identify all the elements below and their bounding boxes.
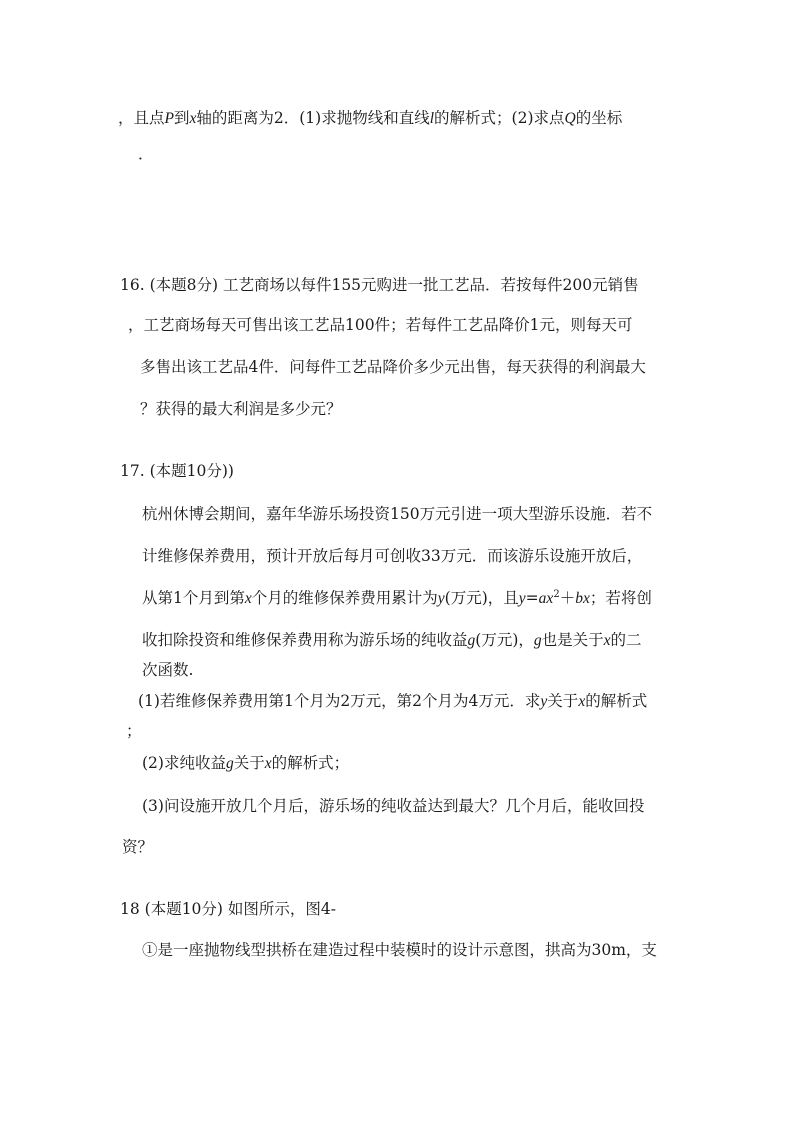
text: 个月的维修保养费用累计为 [251, 589, 438, 607]
var-x: x [244, 590, 252, 607]
q17-sub-1 [138, 690, 647, 713]
text: 的解析式； [271, 754, 350, 772]
text: 的二 [610, 631, 642, 649]
var-x: x [189, 110, 197, 127]
var-y: y [437, 590, 445, 607]
var-x: x [603, 632, 611, 649]
q16-line-2: ，工艺商场每天可售出该工艺品100件；若每件工艺品降价1元，则每天可 [128, 316, 633, 334]
text: 到 [173, 109, 190, 127]
q17-sub-3: (3)问设施开放几个月后，游乐场的纯收益达到最大？几个月后，能收回投 [142, 797, 645, 815]
formula-ax: ax [538, 590, 554, 607]
formula-bx: bx [575, 590, 590, 607]
q16-line-4: ？获得的最大利润是多少元？ [140, 400, 342, 418]
var-l: l [429, 110, 435, 127]
q17-sub-3-cont: 资？ [122, 838, 154, 856]
text: 的坐标 [575, 109, 623, 127]
var-Q: Q [564, 110, 576, 127]
q18-line-1: ①是一座抛物线型拱桥在建造过程中装模时的设计示意图，拱高为30m，支 [142, 941, 657, 959]
formula-plus: ＋ [559, 589, 576, 607]
q17-para-line-2: 计维修保养费用，预计开放后每月可创收33万元．而该游乐设施开放后， [142, 547, 643, 565]
q17-para-line-5: 次函数. [142, 661, 194, 679]
var-g: g [467, 632, 476, 649]
text: 从第1个月到第 [142, 589, 245, 607]
var-x: x [264, 755, 272, 772]
q17-para-line-1: 杭州休博会期间，嘉年华游乐场投资150万元引进一项大型游乐设施．若不 [142, 505, 653, 523]
text: ，且点 [118, 109, 165, 127]
formula-exp: 2 [553, 588, 560, 600]
text: 的解析式 [585, 692, 648, 710]
text: 的解析式；(2)求点 [434, 109, 565, 127]
q15-line-1 [118, 107, 622, 130]
text: (万元)， [475, 631, 534, 649]
text: ；若将创 [589, 589, 652, 607]
q17-sub-2 [142, 752, 349, 775]
q15-line-2: ． [138, 145, 154, 163]
text: (1)若维修保养费用第1个月为2万元，第2个月为4万元．求 [138, 692, 541, 710]
q17-para-line-4 [142, 629, 642, 652]
formula-y: y [518, 590, 526, 607]
text: 也是关于 [541, 631, 604, 649]
q17-para-line-3 [142, 587, 652, 610]
q17-heading: 17. (本题10分)) [120, 462, 234, 480]
text: 收扣除投资和维修保养费用称为游乐场的纯收益 [142, 631, 468, 649]
var-P: P [164, 110, 174, 127]
var-x: x [578, 693, 586, 710]
q16-line-3: 多售出该工艺品4件．问每件工艺品降价多少元出售，每天获得的利润最大 [140, 358, 646, 376]
q18-heading: 18 (本题10分) 如图所示，图4- [120, 900, 336, 918]
q16-line-1: 16. (本题8分) 工艺商场以每件155元购进一批工艺品．若按每件200元销售 [120, 276, 639, 294]
text: (万元)，且 [444, 589, 519, 607]
text: 关于 [547, 692, 579, 710]
var-g: g [225, 755, 234, 772]
q17-sub-1-cont: ； [126, 722, 142, 740]
text: (2)求纯收益 [142, 754, 226, 772]
text: 轴的距离为2．(1)求抛物线和直线 [196, 109, 430, 127]
var-g: g [533, 632, 542, 649]
formula-eq: = [525, 589, 539, 607]
var-y: y [540, 693, 548, 710]
text: 关于 [233, 754, 265, 772]
